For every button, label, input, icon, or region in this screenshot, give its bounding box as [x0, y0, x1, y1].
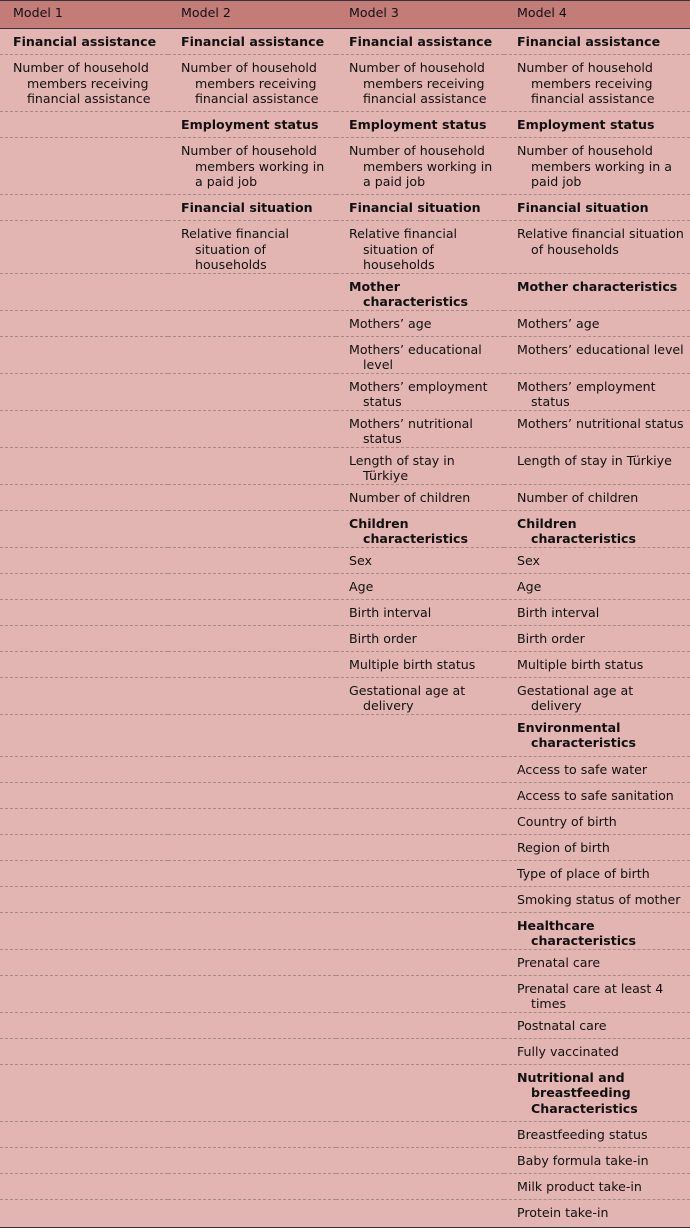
table-cell-model-2: [168, 834, 336, 860]
table-row: [0, 1038, 690, 1064]
table-cell-model-1: [0, 112, 168, 138]
table-cell-model-2: [168, 808, 336, 834]
table-row: [0, 138, 690, 195]
variable-label: Relative financial situation of households: [349, 226, 458, 272]
table-cell-model-4: [504, 221, 690, 274]
table-cell-model-2: [168, 1038, 336, 1064]
table-cell-model-1: [0, 310, 168, 336]
variable-label: Mothers’ educational level: [349, 341, 482, 372]
table-cell-model-2: [168, 484, 336, 510]
table-row: [0, 573, 690, 599]
table-cell-model-1: [0, 599, 168, 625]
table-row: [0, 336, 690, 373]
table-cell-model-1: [0, 373, 168, 410]
table-cell-model-4: [504, 55, 690, 112]
table-cell-model-3: [336, 714, 504, 756]
table-cell-model-1: [0, 1064, 168, 1121]
table-body: [0, 29, 690, 1228]
table-cell-model-2: [168, 677, 336, 714]
table-cell-model-3: [336, 1012, 504, 1038]
table-cell-model-1: [0, 808, 168, 834]
table-cell-model-1: [0, 1121, 168, 1147]
variable-label: Mothers’ age: [517, 315, 600, 331]
table-cell-model-4: [504, 625, 690, 651]
table-cell-model-2: [168, 112, 336, 138]
table-row: [0, 447, 690, 484]
variable-label: Birth order: [517, 630, 585, 646]
table-cell-model-1: [0, 756, 168, 782]
variable-label: Access to safe sanitation: [517, 787, 674, 803]
table-cell-model-3: [336, 484, 504, 510]
table-cell-model-3: [336, 1199, 504, 1227]
variable-label: Access to safe water: [517, 761, 648, 777]
table-row: [0, 273, 690, 310]
table-cell-model-3: [336, 1121, 504, 1147]
table-row: [0, 1121, 690, 1147]
table-cell-model-1: [0, 714, 168, 756]
table-cell-model-3: [336, 1064, 504, 1121]
table-cell-model-4: [504, 1121, 690, 1147]
table-cell-model-3: [336, 112, 504, 138]
table-cell-model-1: [0, 410, 168, 447]
table-row: [0, 1012, 690, 1038]
table-cell-model-2: [168, 195, 336, 221]
variable-label: Number of household members receiving financial assistance: [13, 60, 151, 106]
table-cell-model-4: [504, 949, 690, 975]
table-cell-model-2: [168, 310, 336, 336]
table-cell-model-4: [504, 808, 690, 834]
table-cell-model-1: [0, 547, 168, 573]
table-cell-model-2: [168, 1147, 336, 1173]
table-cell-model-3: [336, 782, 504, 808]
variable-label: Mothers’ age: [349, 315, 432, 331]
table-cell-model-1: [0, 484, 168, 510]
section-heading: Employment status: [517, 117, 655, 132]
table-cell-model-4: [504, 410, 690, 447]
table-cell-model-3: [336, 447, 504, 484]
table-row: [0, 484, 690, 510]
table-cell-model-3: [336, 599, 504, 625]
table-cell-model-4: [504, 782, 690, 808]
variable-label: Birth interval: [349, 604, 432, 620]
table-cell-model-2: [168, 547, 336, 573]
table-cell-model-1: [0, 677, 168, 714]
table-cell-model-4: [504, 138, 690, 195]
variable-label: Mothers’ employment status: [517, 378, 656, 409]
table-cell-model-4: [504, 714, 690, 756]
variable-label: Baby formula take-in: [517, 1152, 649, 1168]
variable-label: Relative financial situation of households: [517, 226, 684, 257]
table-row: [0, 310, 690, 336]
table-cell-model-3: [336, 1038, 504, 1064]
header-model-2: Model 2: [181, 5, 231, 20]
table-row: [0, 1064, 690, 1121]
variable-label: Multiple birth status: [349, 656, 476, 672]
table-cell-model-2: [168, 714, 336, 756]
table-cell-model-4: [504, 756, 690, 782]
table-cell-model-4: [504, 547, 690, 573]
table-cell-model-2: [168, 510, 336, 547]
table-cell-model-4: [504, 29, 690, 55]
table-row: [0, 29, 690, 55]
table-cell-model-4: [504, 599, 690, 625]
header-model-3: Model 3: [349, 5, 399, 20]
table-cell-model-4: [504, 1038, 690, 1064]
section-heading: Financial assistance: [517, 34, 661, 49]
section-heading: Financial assistance: [13, 34, 157, 49]
table-row: [0, 651, 690, 677]
table-cell-model-4: [504, 336, 690, 373]
table-cell-model-4: [504, 1199, 690, 1227]
table-cell-model-1: [0, 138, 168, 195]
variable-label: Sex: [517, 552, 540, 568]
table-cell-model-1: [0, 510, 168, 547]
table-cell-model-4: [504, 573, 690, 599]
table-cell-model-1: [0, 1147, 168, 1173]
variable-label: Mothers’ nutritional status: [349, 415, 473, 446]
table-row: [0, 912, 690, 949]
table-cell-model-1: [0, 447, 168, 484]
table-cell-model-3: [336, 949, 504, 975]
section-heading: Employment status: [181, 117, 319, 132]
header-model-4: Model 4: [517, 5, 567, 20]
table-cell-model-3: [336, 808, 504, 834]
table-cell-model-3: [336, 373, 504, 410]
header-row: [0, 1, 690, 29]
table-cell-model-3: [336, 834, 504, 860]
table-cell-model-2: [168, 1012, 336, 1038]
variable-label: Age: [349, 578, 374, 594]
table-cell-model-1: [0, 1173, 168, 1199]
variable-label: Prenatal care at least 4 times: [517, 980, 664, 1011]
table-cell-model-4: [504, 1064, 690, 1121]
table-cell-model-4: [504, 484, 690, 510]
table-cell-model-2: [168, 599, 336, 625]
variable-label: Sex: [349, 552, 372, 568]
variable-label: Country of birth: [517, 813, 617, 829]
table-cell-model-3: [336, 677, 504, 714]
table-cell-model-1: [0, 273, 168, 310]
table-cell-model-2: [168, 447, 336, 484]
table-cell-model-2: [168, 573, 336, 599]
variable-label: Age: [517, 578, 542, 594]
variable-label: Length of stay in Türkiye: [349, 452, 455, 483]
table-cell-model-2: [168, 975, 336, 1012]
table-cell-model-2: [168, 782, 336, 808]
variable-label: Smoking status of mother: [517, 891, 681, 907]
table-cell-model-2: [168, 949, 336, 975]
table-row: [0, 410, 690, 447]
table-cell-model-3: [336, 55, 504, 112]
table-cell-model-1: [0, 625, 168, 651]
table-row: [0, 625, 690, 651]
table-row: [0, 975, 690, 1012]
table-cell-model-1: [0, 782, 168, 808]
section-heading: Children characteristics: [349, 515, 468, 546]
table-cell-model-4: [504, 112, 690, 138]
variable-label: Gestational age at delivery: [349, 682, 466, 713]
variable-label: Birth order: [349, 630, 417, 646]
section-heading: Financial situation: [517, 200, 649, 215]
table-cell-model-3: [336, 651, 504, 677]
table-cell-model-2: [168, 221, 336, 274]
table-cell-model-3: [336, 510, 504, 547]
table-cell-model-2: [168, 55, 336, 112]
table-row: [0, 782, 690, 808]
table-cell-model-2: [168, 336, 336, 373]
table-row: [0, 756, 690, 782]
variable-label: Length of stay in Türkiye: [517, 452, 672, 468]
variable-label: Number of household members receiving financial assistance: [517, 60, 655, 106]
table-cell-model-1: [0, 912, 168, 949]
table-cell-model-3: [336, 410, 504, 447]
table-cell-model-3: [336, 625, 504, 651]
table-cell-model-4: [504, 975, 690, 1012]
variable-label: Postnatal care: [517, 1017, 607, 1033]
table-cell-model-1: [0, 221, 168, 274]
table-cell-model-3: [336, 860, 504, 886]
table-cell-model-4: [504, 886, 690, 912]
table-cell-model-2: [168, 1173, 336, 1199]
table-cell-model-2: [168, 886, 336, 912]
table-cell-model-3: [336, 310, 504, 336]
table-row: [0, 599, 690, 625]
table-cell-model-2: [168, 410, 336, 447]
table-cell-model-4: [504, 912, 690, 949]
section-heading: Financial situation: [349, 200, 481, 215]
variable-label: Number of household members receiving financial assistance: [181, 60, 319, 106]
table-row: [0, 860, 690, 886]
table-cell-model-4: [504, 1147, 690, 1173]
header-model-1: Model 1: [13, 5, 63, 20]
table-cell-model-1: [0, 336, 168, 373]
table-cell-model-3: [336, 756, 504, 782]
table-cell-model-2: [168, 912, 336, 949]
table-cell-model-1: [0, 949, 168, 975]
table-cell-model-2: [168, 625, 336, 651]
table-cell-model-1: [0, 1038, 168, 1064]
table-cell-model-1: [0, 1199, 168, 1227]
section-heading: Children characteristics: [517, 515, 636, 546]
table-cell-model-3: [336, 1173, 504, 1199]
table-cell-model-1: [0, 886, 168, 912]
table-cell-model-4: [504, 677, 690, 714]
table-row: [0, 677, 690, 714]
variable-label: Number of children: [517, 489, 639, 505]
table-cell-model-2: [168, 1199, 336, 1227]
table-cell-model-1: [0, 573, 168, 599]
table-cell-model-3: [336, 886, 504, 912]
table-cell-model-2: [168, 273, 336, 310]
table-cell-model-4: [504, 510, 690, 547]
table-cell-model-2: [168, 373, 336, 410]
variable-label: Fully vaccinated: [517, 1043, 619, 1059]
table-cell-model-4: [504, 373, 690, 410]
table-cell-model-1: [0, 651, 168, 677]
variable-label: Mothers’ nutritional status: [517, 415, 684, 431]
table-cell-model-3: [336, 1147, 504, 1173]
table-cell-model-4: [504, 1173, 690, 1199]
variable-label: Breastfeeding status: [517, 1126, 648, 1142]
table-cell-model-2: [168, 138, 336, 195]
section-heading: Financial assistance: [349, 34, 493, 49]
section-heading: Mother characteristics: [349, 278, 468, 309]
table-cell-model-3: [336, 336, 504, 373]
table-row: [0, 886, 690, 912]
table-cell-model-1: [0, 1012, 168, 1038]
table-cell-model-4: [504, 860, 690, 886]
table-cell-model-4: [504, 447, 690, 484]
table-row: [0, 1147, 690, 1173]
table-row: [0, 221, 690, 274]
table-cell-model-2: [168, 756, 336, 782]
table-row: [0, 1199, 690, 1227]
table-cell-model-4: [504, 310, 690, 336]
variable-label: Number of household members working in a paid job: [181, 143, 325, 189]
section-heading: Nutritional and breastfeeding Characteristics: [517, 1069, 638, 1116]
table-cell-model-3: [336, 573, 504, 599]
table-cell-model-3: [336, 195, 504, 221]
table-cell-model-3: [336, 138, 504, 195]
variable-label: Number of household members working in a paid job: [517, 143, 672, 189]
variable-label: Multiple birth status: [517, 656, 644, 672]
variable-label: Region of birth: [517, 839, 610, 855]
variable-label: Number of household members receiving financial assistance: [349, 60, 487, 106]
table-cell-model-3: [336, 273, 504, 310]
table-cell-model-3: [336, 29, 504, 55]
table-cell-model-3: [336, 975, 504, 1012]
table-cell-model-2: [168, 860, 336, 886]
section-heading: Financial assistance: [181, 34, 325, 49]
variable-label: Protein take-in: [517, 1204, 609, 1220]
table-row: [0, 112, 690, 138]
table-row: [0, 55, 690, 112]
table-cell-model-1: [0, 834, 168, 860]
table-row: [0, 1173, 690, 1199]
section-heading: Employment status: [349, 117, 487, 132]
variable-label: Gestational age at delivery: [517, 682, 634, 713]
table-cell-model-1: [0, 975, 168, 1012]
table-cell-model-3: [336, 547, 504, 573]
variable-label: Type of place of birth: [517, 865, 650, 881]
variable-label: Birth interval: [517, 604, 600, 620]
table-cell-model-2: [168, 29, 336, 55]
section-heading: Healthcare characteristics: [517, 917, 636, 948]
variable-label: Prenatal care: [517, 954, 601, 970]
table-cell-model-1: [0, 860, 168, 886]
variable-label: Mothers’ educational level: [517, 341, 684, 357]
table-cell-model-3: [336, 221, 504, 274]
table-cell-model-2: [168, 1121, 336, 1147]
table-cell-model-1: [0, 195, 168, 221]
table-row: [0, 547, 690, 573]
table-row: [0, 834, 690, 860]
table-cell-model-4: [504, 273, 690, 310]
table-row: [0, 373, 690, 410]
table-cell-model-1: [0, 29, 168, 55]
variable-label: Milk product take-in: [517, 1178, 642, 1194]
variable-label: Mothers’ employment status: [349, 378, 488, 409]
section-heading: Financial situation: [181, 200, 313, 215]
table-row: [0, 714, 690, 756]
section-heading: Mother characteristics: [517, 278, 678, 294]
table-cell-model-3: [336, 912, 504, 949]
variable-label: Relative financial situation of households: [181, 226, 290, 272]
table-header: [0, 1, 690, 29]
section-heading: Environmental characteristics: [517, 719, 636, 750]
table-cell-model-4: [504, 834, 690, 860]
table-row: [0, 195, 690, 221]
table-row: [0, 949, 690, 975]
table-cell-model-1: [0, 55, 168, 112]
table-row: [0, 510, 690, 547]
table-row: [0, 808, 690, 834]
table-cell-model-4: [504, 195, 690, 221]
table-cell-model-2: [168, 1064, 336, 1121]
table-cell-model-4: [504, 651, 690, 677]
variable-label: Number of household members working in a paid job: [349, 143, 493, 189]
table-cell-model-2: [168, 651, 336, 677]
variable-label: Number of children: [349, 489, 471, 505]
table-cell-model-4: [504, 1012, 690, 1038]
